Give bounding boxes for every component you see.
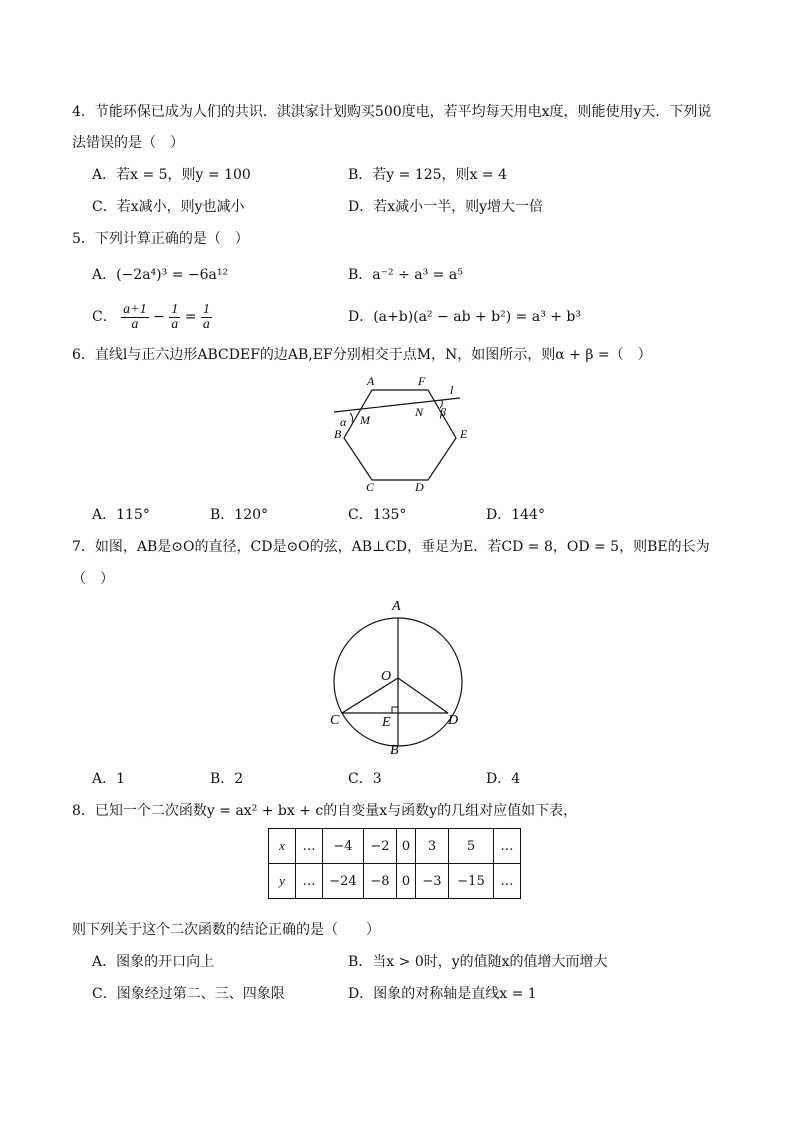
q5-option-c-frac3 (201, 303, 212, 332)
label-E: E (382, 715, 391, 730)
label-F: F (418, 374, 426, 388)
table-cell: −3 (416, 864, 449, 899)
q6-option-b: B．120° (210, 507, 269, 523)
table-cell: −15 (449, 864, 494, 899)
q8-option-a: A．图象的开口向上 (92, 954, 215, 970)
q7-option-d: D．4 (486, 771, 521, 787)
q7-option-a: A．1 (92, 771, 126, 787)
q8-option-b: B．当x > 0时，y的值随x的值增大而增大 (348, 954, 608, 970)
q5-option-b: B．a⁻² ÷ a³ = a⁵ (348, 267, 463, 283)
table-row-x (269, 829, 521, 864)
hexagon-shape (344, 390, 456, 480)
label-C: C (330, 713, 340, 728)
table-cell: 5 (449, 829, 494, 864)
table-row-y (269, 864, 521, 899)
table-cell: x (269, 829, 296, 864)
q6-hexagon-figure (320, 368, 480, 496)
q5-option-d: D．(a+b)(a² − ab + b²) = a³ + b³ (348, 309, 582, 325)
label-D: D (415, 480, 424, 494)
label-E: E (460, 427, 468, 441)
q6-stem: 6．直线l与正六边形ABCDEF的边AB,EF分别相交于点M，N，如图所示，则α + β =（ ） (72, 347, 652, 363)
table-cell: −24 (323, 864, 364, 899)
label-beta: β (440, 405, 446, 419)
table-cell: −4 (323, 829, 364, 864)
label-l: l (450, 383, 454, 397)
frac-numerator: 1 (202, 301, 210, 317)
q5-option-c (92, 300, 212, 334)
minus-sign: − (153, 309, 165, 325)
frac-numerator: 1 (171, 301, 179, 317)
right-angle-mark (392, 707, 398, 713)
q7-option-b: B．2 (210, 771, 244, 787)
q5-option-c-prefix: C． (92, 309, 117, 325)
table-cell: 0 (397, 829, 416, 864)
table-cell: −8 (364, 864, 397, 899)
q6-option-a: A．115° (92, 507, 150, 523)
q8-option-c: C．图象经过第二、三、四象限 (92, 986, 285, 1002)
label-O: O (381, 669, 392, 684)
q4-option-d: D．若x减小一半，则y增大一倍 (348, 199, 544, 215)
q7-circle-figure (320, 594, 480, 760)
q7-option-c: C．3 (348, 771, 382, 787)
segment-OD (398, 678, 448, 713)
label-alpha: α (340, 415, 347, 429)
q4-stem-line1: 4．节能环保已成为人们的共识．淇淇家计划购买500度电，若平均每天用电x度，则能使用y天．下列说 (72, 104, 712, 120)
q8-value-table (268, 828, 521, 899)
equals-sign: = (184, 309, 197, 325)
table-cell: … (296, 864, 323, 899)
q8-stem: 8．已知一个二次函数y = ax² + bx + c的自变量x与函数y的几组对应值如下表， (72, 803, 578, 819)
q4-stem-line2: 法错误的是（ ） (72, 135, 184, 151)
label-C: C (366, 480, 375, 494)
q6-option-c: C．135° (348, 507, 407, 523)
frac-denominator: a (171, 316, 179, 332)
frac-denominator: a (131, 316, 139, 332)
label-N: N (415, 405, 424, 419)
q8-question-line: 则下列关于这个二次函数的结论正确的是（ ） (72, 922, 380, 938)
table-cell: 0 (397, 864, 416, 899)
q7-stem-line2: （ ） (72, 571, 114, 587)
table-cell: … (494, 864, 521, 899)
q5-option-a: A．(−2a⁴)³ = −6a¹² (92, 267, 229, 283)
table-cell: 3 (416, 829, 449, 864)
alpha-arc (350, 413, 353, 422)
q5-stem: 5．下列计算正确的是（ ） (72, 231, 249, 247)
label-B: B (390, 743, 399, 758)
q4-option-c: C．若x减小，则y也减小 (92, 199, 245, 215)
label-A: A (367, 374, 375, 388)
frac-numerator: a+1 (123, 301, 147, 317)
q6-option-d: D．144° (486, 507, 545, 523)
q4-option-a: A．若x = 5，则y = 100 (92, 167, 251, 183)
q7-stem-line1: 7．如图，AB是⊙O的直径，CD是⊙O的弦，AB⊥CD，垂足为E．若CD = 8，OD = 5，则BE的长为 (72, 539, 710, 555)
q4-option-b: B．若y = 125，则x = 4 (348, 167, 507, 183)
table-cell: … (494, 829, 521, 864)
frac-denominator: a (202, 316, 210, 332)
label-A: A (392, 599, 401, 614)
table-cell: y (269, 864, 296, 899)
label-M: M (360, 413, 370, 427)
q8-option-d: D．图象的对称轴是直线x = 1 (348, 986, 537, 1002)
label-B: B (334, 427, 342, 441)
label-D: D (448, 713, 459, 728)
table-cell: −2 (364, 829, 397, 864)
q5-option-c-frac2 (169, 303, 180, 332)
q5-option-c-frac1 (121, 303, 148, 332)
table-cell: … (296, 829, 323, 864)
